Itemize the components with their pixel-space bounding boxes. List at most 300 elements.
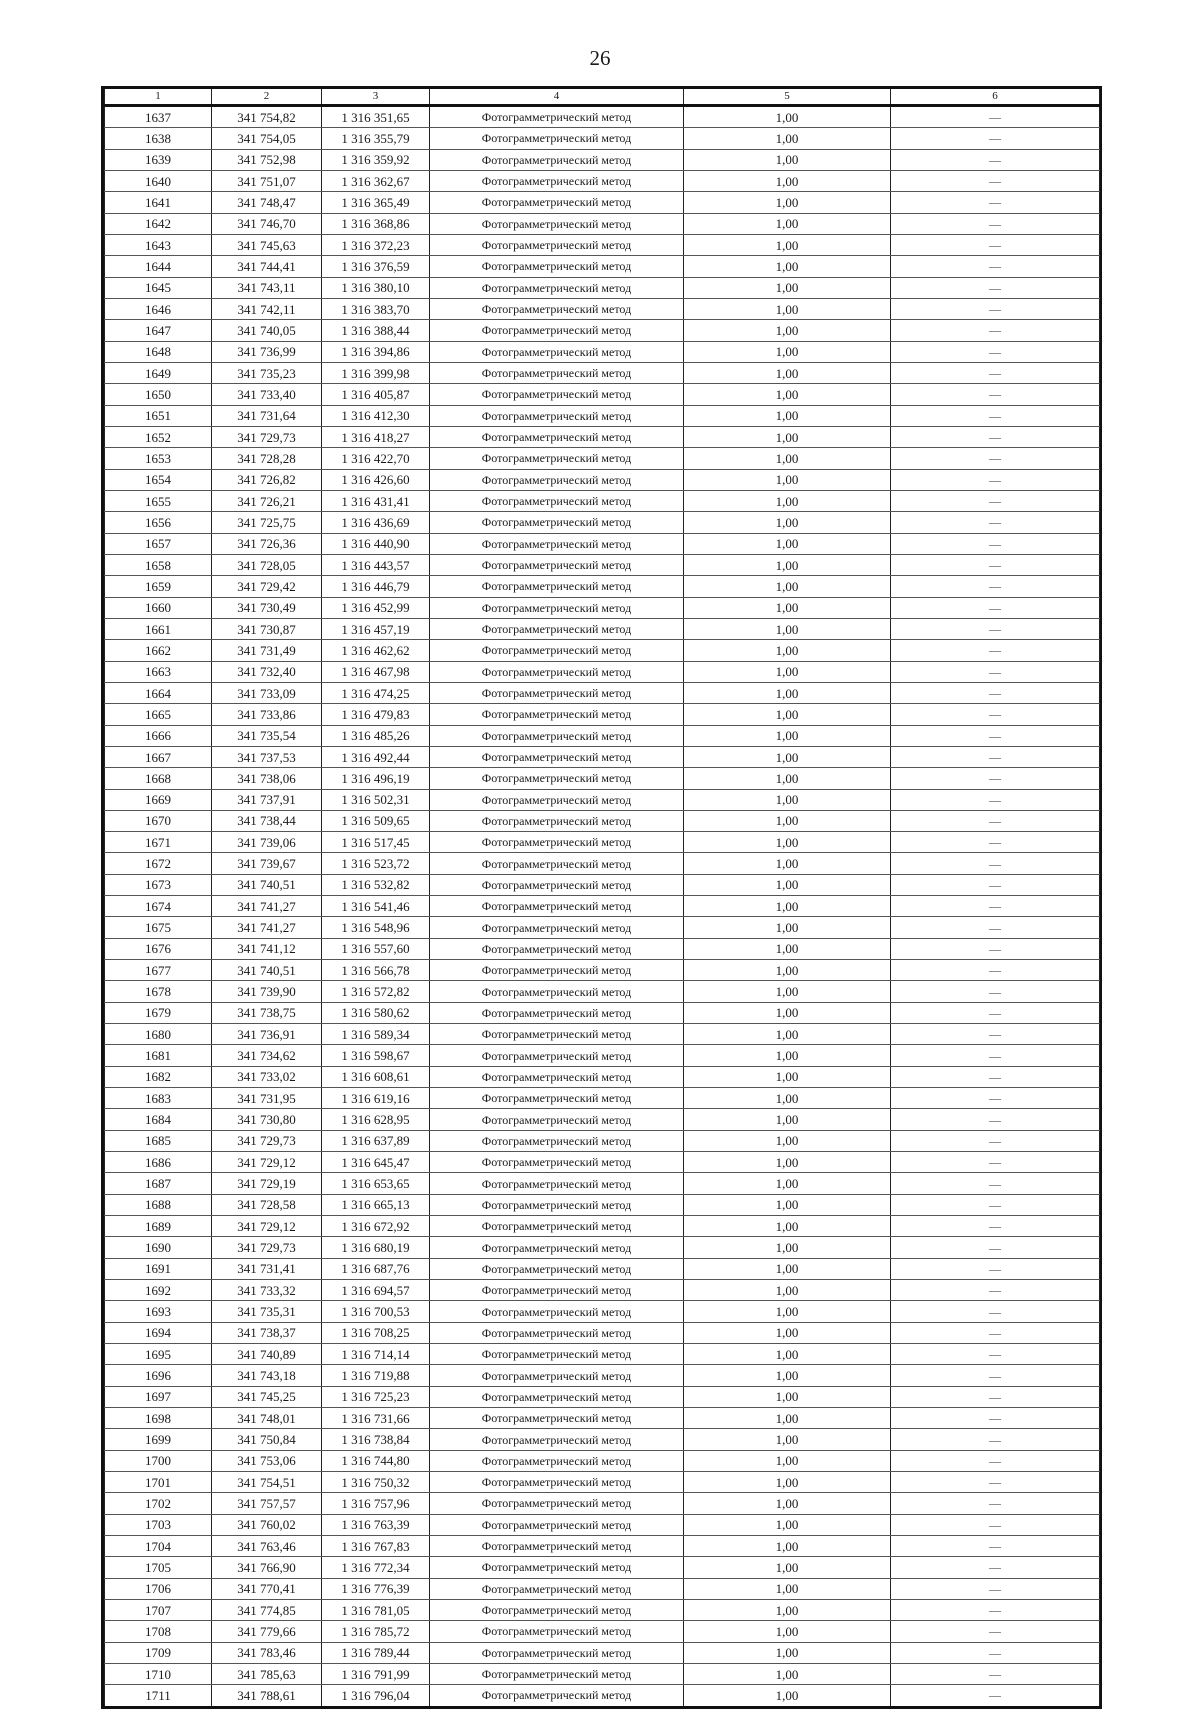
accuracy-cell: 1,00 (684, 1280, 891, 1301)
method-cell: Фотограмметрический метод (430, 234, 684, 255)
x-coordinate-cell: 341 737,53 (212, 746, 322, 767)
accuracy-cell: 1,00 (684, 405, 891, 426)
method-cell: Фотограмметрический метод (430, 170, 684, 191)
method-cell: Фотограмметрический метод (430, 810, 684, 831)
note-cell: — (891, 1258, 1100, 1279)
point-number-cell: 1696 (105, 1365, 212, 1386)
table-row (105, 704, 1100, 725)
x-coordinate-cell: 341 731,41 (212, 1258, 322, 1279)
x-coordinate-cell: 341 774,85 (212, 1599, 322, 1620)
y-coordinate-cell: 1 316 653,65 (322, 1173, 430, 1194)
note-cell: — (891, 384, 1100, 405)
accuracy-cell: 1,00 (684, 896, 891, 917)
y-coordinate-cell: 1 316 694,57 (322, 1280, 430, 1301)
column-header-1: 1 (105, 89, 212, 106)
x-coordinate-cell: 341 745,25 (212, 1386, 322, 1407)
point-number-cell: 1707 (105, 1599, 212, 1620)
method-cell: Фотограмметрический метод (430, 682, 684, 703)
table-row (105, 554, 1100, 575)
point-number-cell: 1669 (105, 789, 212, 810)
x-coordinate-cell: 341 731,64 (212, 405, 322, 426)
method-cell: Фотограмметрический метод (430, 1109, 684, 1130)
x-coordinate-cell: 341 783,46 (212, 1642, 322, 1663)
y-coordinate-cell: 1 316 474,25 (322, 682, 430, 703)
table-row (105, 384, 1100, 405)
y-coordinate-cell: 1 316 372,23 (322, 234, 430, 255)
point-number-cell: 1637 (105, 106, 212, 128)
point-number-cell: 1686 (105, 1152, 212, 1173)
point-number-cell: 1682 (105, 1066, 212, 1087)
y-coordinate-cell: 1 316 708,25 (322, 1322, 430, 1343)
column-header-6: 6 (891, 89, 1100, 106)
method-cell: Фотограмметрический метод (430, 1514, 684, 1535)
table-row (105, 1365, 1100, 1386)
y-coordinate-cell: 1 316 608,61 (322, 1066, 430, 1087)
note-cell: — (891, 1578, 1100, 1599)
y-coordinate-cell: 1 316 422,70 (322, 448, 430, 469)
point-number-cell: 1667 (105, 746, 212, 767)
point-number-cell: 1705 (105, 1557, 212, 1578)
y-coordinate-cell: 1 316 351,65 (322, 106, 430, 128)
point-number-cell: 1674 (105, 896, 212, 917)
y-coordinate-cell: 1 316 399,98 (322, 362, 430, 383)
method-cell: Фотограмметрический метод (430, 874, 684, 895)
method-cell: Фотограмметрический метод (430, 1130, 684, 1151)
table-row (105, 1194, 1100, 1215)
accuracy-cell: 1,00 (684, 128, 891, 149)
note-cell: — (891, 213, 1100, 234)
method-cell: Фотограмметрический метод (430, 490, 684, 511)
method-cell: Фотограмметрический метод (430, 1152, 684, 1173)
table-row (105, 1621, 1100, 1642)
table-row (105, 277, 1100, 298)
point-number-cell: 1641 (105, 192, 212, 213)
x-coordinate-cell: 341 729,73 (212, 1237, 322, 1258)
method-cell: Фотограмметрический метод (430, 1045, 684, 1066)
accuracy-cell: 1,00 (684, 1408, 891, 1429)
method-cell: Фотограмметрический метод (430, 1685, 684, 1706)
note-cell: — (891, 1429, 1100, 1450)
x-coordinate-cell: 341 730,80 (212, 1109, 322, 1130)
x-coordinate-cell: 341 735,54 (212, 725, 322, 746)
note-cell: — (891, 853, 1100, 874)
point-number-cell: 1659 (105, 576, 212, 597)
point-number-cell: 1675 (105, 917, 212, 938)
accuracy-cell: 1,00 (684, 533, 891, 554)
accuracy-cell: 1,00 (684, 1024, 891, 1045)
y-coordinate-cell: 1 316 744,80 (322, 1450, 430, 1471)
x-coordinate-cell: 341 730,49 (212, 597, 322, 618)
y-coordinate-cell: 1 316 405,87 (322, 384, 430, 405)
accuracy-cell: 1,00 (684, 1088, 891, 1109)
accuracy-cell: 1,00 (684, 192, 891, 213)
accuracy-cell: 1,00 (684, 1429, 891, 1450)
accuracy-cell: 1,00 (684, 1322, 891, 1343)
x-coordinate-cell: 341 745,63 (212, 234, 322, 255)
accuracy-cell: 1,00 (684, 298, 891, 319)
point-number-cell: 1672 (105, 853, 212, 874)
accuracy-cell: 1,00 (684, 704, 891, 725)
accuracy-cell: 1,00 (684, 960, 891, 981)
y-coordinate-cell: 1 316 368,86 (322, 213, 430, 234)
x-coordinate-cell: 341 733,02 (212, 1066, 322, 1087)
note-cell: — (891, 106, 1100, 128)
method-cell: Фотограмметрический метод (430, 1280, 684, 1301)
y-coordinate-cell: 1 316 767,83 (322, 1535, 430, 1556)
method-cell: Фотограмметрический метод (430, 1493, 684, 1514)
point-number-cell: 1648 (105, 341, 212, 362)
method-cell: Фотограмметрический метод (430, 981, 684, 1002)
point-number-cell: 1708 (105, 1621, 212, 1642)
note-cell: — (891, 1024, 1100, 1045)
note-cell: — (891, 1194, 1100, 1215)
point-number-cell: 1664 (105, 682, 212, 703)
y-coordinate-cell: 1 316 796,04 (322, 1685, 430, 1706)
note-cell: — (891, 832, 1100, 853)
accuracy-cell: 1,00 (684, 682, 891, 703)
table-row (105, 1280, 1100, 1301)
note-cell: — (891, 1280, 1100, 1301)
table-row (105, 1685, 1100, 1706)
method-cell: Фотограмметрический метод (430, 149, 684, 170)
method-cell: Фотограмметрический метод (430, 1408, 684, 1429)
point-number-cell: 1704 (105, 1535, 212, 1556)
accuracy-cell: 1,00 (684, 341, 891, 362)
y-coordinate-cell: 1 316 446,79 (322, 576, 430, 597)
note-cell: — (891, 746, 1100, 767)
method-cell: Фотограмметрический метод (430, 128, 684, 149)
point-number-cell: 1666 (105, 725, 212, 746)
accuracy-cell: 1,00 (684, 1663, 891, 1684)
table-row (105, 1493, 1100, 1514)
note-cell: — (891, 1365, 1100, 1386)
x-coordinate-cell: 341 754,82 (212, 106, 322, 128)
y-coordinate-cell: 1 316 509,65 (322, 810, 430, 831)
x-coordinate-cell: 341 729,12 (212, 1216, 322, 1237)
method-cell: Фотограмметрический метод (430, 1599, 684, 1620)
table-row (105, 1663, 1100, 1684)
y-coordinate-cell: 1 316 680,19 (322, 1237, 430, 1258)
point-number-cell: 1701 (105, 1472, 212, 1493)
y-coordinate-cell: 1 316 628,95 (322, 1109, 430, 1130)
note-cell: — (891, 128, 1100, 149)
point-number-cell: 1693 (105, 1301, 212, 1322)
method-cell: Фотограмметрический метод (430, 554, 684, 575)
accuracy-cell: 1,00 (684, 277, 891, 298)
point-number-cell: 1706 (105, 1578, 212, 1599)
method-cell: Фотограмметрический метод (430, 1237, 684, 1258)
y-coordinate-cell: 1 316 750,32 (322, 1472, 430, 1493)
accuracy-cell: 1,00 (684, 1535, 891, 1556)
table-row (105, 874, 1100, 895)
method-cell: Фотограмметрический метод (430, 1621, 684, 1642)
y-coordinate-cell: 1 316 763,39 (322, 1514, 430, 1535)
table-row (105, 1429, 1100, 1450)
method-cell: Фотограмметрический метод (430, 768, 684, 789)
y-coordinate-cell: 1 316 457,19 (322, 618, 430, 639)
note-cell: — (891, 170, 1100, 191)
accuracy-cell: 1,00 (684, 597, 891, 618)
accuracy-cell: 1,00 (684, 448, 891, 469)
note-cell: — (891, 981, 1100, 1002)
accuracy-cell: 1,00 (684, 1621, 891, 1642)
table-row (105, 1472, 1100, 1493)
x-coordinate-cell: 341 726,21 (212, 490, 322, 511)
y-coordinate-cell: 1 316 725,23 (322, 1386, 430, 1407)
accuracy-cell: 1,00 (684, 1493, 891, 1514)
y-coordinate-cell: 1 316 557,60 (322, 938, 430, 959)
x-coordinate-cell: 341 740,51 (212, 874, 322, 895)
point-number-cell: 1640 (105, 170, 212, 191)
x-coordinate-cell: 341 741,12 (212, 938, 322, 959)
table-row (105, 768, 1100, 789)
y-coordinate-cell: 1 316 523,72 (322, 853, 430, 874)
note-cell: — (891, 725, 1100, 746)
method-cell: Фотограмметрический метод (430, 960, 684, 981)
x-coordinate-cell: 341 737,91 (212, 789, 322, 810)
accuracy-cell: 1,00 (684, 853, 891, 874)
x-coordinate-cell: 341 748,01 (212, 1408, 322, 1429)
table-row (105, 1408, 1100, 1429)
y-coordinate-cell: 1 316 443,57 (322, 554, 430, 575)
method-cell: Фотограмметрический метод (430, 1344, 684, 1365)
table-row (105, 1301, 1100, 1322)
accuracy-cell: 1,00 (684, 768, 891, 789)
y-coordinate-cell: 1 316 757,96 (322, 1493, 430, 1514)
note-cell: — (891, 362, 1100, 383)
table-row (105, 1152, 1100, 1173)
method-cell: Фотограмметрический метод (430, 512, 684, 533)
method-cell: Фотограмметрический метод (430, 1557, 684, 1578)
x-coordinate-cell: 341 726,36 (212, 533, 322, 554)
column-header-5: 5 (684, 89, 891, 106)
table-row (105, 1344, 1100, 1365)
point-number-cell: 1650 (105, 384, 212, 405)
method-cell: Фотограмметрический метод (430, 192, 684, 213)
accuracy-cell: 1,00 (684, 832, 891, 853)
table-body (105, 106, 1100, 1706)
page-number: 26 (589, 46, 611, 70)
note-cell: — (891, 490, 1100, 511)
note-cell: — (891, 768, 1100, 789)
method-cell: Фотограмметрический метод (430, 320, 684, 341)
y-coordinate-cell: 1 316 462,62 (322, 640, 430, 661)
table-row (105, 1450, 1100, 1471)
point-number-cell: 1687 (105, 1173, 212, 1194)
table-row (105, 106, 1100, 128)
x-coordinate-cell: 341 753,06 (212, 1450, 322, 1471)
note-cell: — (891, 1557, 1100, 1578)
note-cell: — (891, 896, 1100, 917)
method-cell: Фотограмметрический метод (430, 597, 684, 618)
accuracy-cell: 1,00 (684, 1258, 891, 1279)
note-cell: — (891, 938, 1100, 959)
accuracy-cell: 1,00 (684, 469, 891, 490)
note-cell: — (891, 1130, 1100, 1151)
note-cell: — (891, 661, 1100, 682)
x-coordinate-cell: 341 743,11 (212, 277, 322, 298)
x-coordinate-cell: 341 739,67 (212, 853, 322, 874)
point-number-cell: 1655 (105, 490, 212, 511)
x-coordinate-cell: 341 738,37 (212, 1322, 322, 1343)
note-cell: — (891, 341, 1100, 362)
method-cell: Фотограмметрический метод (430, 298, 684, 319)
coordinates-table (104, 89, 1100, 1706)
table-row (105, 1130, 1100, 1151)
note-cell: — (891, 469, 1100, 490)
x-coordinate-cell: 341 738,06 (212, 768, 322, 789)
x-coordinate-cell: 341 785,63 (212, 1663, 322, 1684)
method-cell: Фотограмметрический метод (430, 1386, 684, 1407)
accuracy-cell: 1,00 (684, 874, 891, 895)
accuracy-cell: 1,00 (684, 661, 891, 682)
table-row (105, 341, 1100, 362)
coordinates-table-frame (101, 86, 1102, 1709)
x-coordinate-cell: 341 779,66 (212, 1621, 322, 1642)
note-cell: — (891, 597, 1100, 618)
x-coordinate-cell: 341 744,41 (212, 256, 322, 277)
method-cell: Фотограмметрический метод (430, 1450, 684, 1471)
method-cell: Фотограмметрический метод (430, 1365, 684, 1386)
accuracy-cell: 1,00 (684, 1557, 891, 1578)
method-cell: Фотограмметрический метод (430, 1578, 684, 1599)
x-coordinate-cell: 341 725,75 (212, 512, 322, 533)
accuracy-cell: 1,00 (684, 1450, 891, 1471)
accuracy-cell: 1,00 (684, 1130, 891, 1151)
accuracy-cell: 1,00 (684, 1642, 891, 1663)
x-coordinate-cell: 341 746,70 (212, 213, 322, 234)
table-row (105, 1045, 1100, 1066)
table-row (105, 640, 1100, 661)
table-row (105, 1322, 1100, 1343)
accuracy-cell: 1,00 (684, 1386, 891, 1407)
method-cell: Фотограмметрический метод (430, 725, 684, 746)
table-row (105, 490, 1100, 511)
y-coordinate-cell: 1 316 714,14 (322, 1344, 430, 1365)
method-cell: Фотограмметрический метод (430, 341, 684, 362)
method-cell: Фотограмметрический метод (430, 1173, 684, 1194)
table-row (105, 682, 1100, 703)
table-row (105, 1578, 1100, 1599)
y-coordinate-cell: 1 316 672,92 (322, 1216, 430, 1237)
point-number-cell: 1679 (105, 1002, 212, 1023)
x-coordinate-cell: 341 763,46 (212, 1535, 322, 1556)
accuracy-cell: 1,00 (684, 426, 891, 447)
table-row (105, 746, 1100, 767)
note-cell: — (891, 1599, 1100, 1620)
note-cell: — (891, 320, 1100, 341)
y-coordinate-cell: 1 316 485,26 (322, 725, 430, 746)
table-row (105, 1557, 1100, 1578)
table-row (105, 1237, 1100, 1258)
y-coordinate-cell: 1 316 418,27 (322, 426, 430, 447)
note-cell: — (891, 1173, 1100, 1194)
point-number-cell: 1681 (105, 1045, 212, 1066)
point-number-cell: 1642 (105, 213, 212, 234)
method-cell: Фотограмметрический метод (430, 896, 684, 917)
note-cell: — (891, 1002, 1100, 1023)
y-coordinate-cell: 1 316 598,67 (322, 1045, 430, 1066)
accuracy-cell: 1,00 (684, 1066, 891, 1087)
x-coordinate-cell: 341 760,02 (212, 1514, 322, 1535)
table-row (105, 426, 1100, 447)
method-cell: Фотограмметрический метод (430, 1194, 684, 1215)
accuracy-cell: 1,00 (684, 1002, 891, 1023)
table-row (105, 618, 1100, 639)
note-cell: — (891, 1663, 1100, 1684)
x-coordinate-cell: 341 757,57 (212, 1493, 322, 1514)
x-coordinate-cell: 341 728,05 (212, 554, 322, 575)
method-cell: Фотограмметрический метод (430, 1002, 684, 1023)
accuracy-cell: 1,00 (684, 1194, 891, 1215)
point-number-cell: 1709 (105, 1642, 212, 1663)
table-row (105, 832, 1100, 853)
y-coordinate-cell: 1 316 426,60 (322, 469, 430, 490)
y-coordinate-cell: 1 316 776,39 (322, 1578, 430, 1599)
method-cell: Фотограмметрический метод (430, 1322, 684, 1343)
y-coordinate-cell: 1 316 365,49 (322, 192, 430, 213)
note-cell: — (891, 234, 1100, 255)
point-number-cell: 1694 (105, 1322, 212, 1343)
accuracy-cell: 1,00 (684, 618, 891, 639)
method-cell: Фотограмметрический метод (430, 1301, 684, 1322)
method-cell: Фотограмметрический метод (430, 853, 684, 874)
accuracy-cell: 1,00 (684, 1152, 891, 1173)
point-number-cell: 1702 (105, 1493, 212, 1514)
y-coordinate-cell: 1 316 502,31 (322, 789, 430, 810)
accuracy-cell: 1,00 (684, 938, 891, 959)
note-cell: — (891, 1237, 1100, 1258)
table-row (105, 725, 1100, 746)
y-coordinate-cell: 1 316 738,84 (322, 1429, 430, 1450)
method-cell: Фотограмметрический метод (430, 1429, 684, 1450)
point-number-cell: 1662 (105, 640, 212, 661)
table-row (105, 469, 1100, 490)
x-coordinate-cell: 341 731,95 (212, 1088, 322, 1109)
method-cell: Фотограмметрический метод (430, 533, 684, 554)
note-cell: — (891, 192, 1100, 213)
note-cell: — (891, 1066, 1100, 1087)
table-row (105, 405, 1100, 426)
y-coordinate-cell: 1 316 789,44 (322, 1642, 430, 1663)
method-cell: Фотограмметрический метод (430, 1258, 684, 1279)
table-row (105, 192, 1100, 213)
point-number-cell: 1710 (105, 1663, 212, 1684)
point-number-cell: 1647 (105, 320, 212, 341)
note-cell: — (891, 298, 1100, 319)
x-coordinate-cell: 341 739,90 (212, 981, 322, 1002)
note-cell: — (891, 1109, 1100, 1130)
point-number-cell: 1660 (105, 597, 212, 618)
table-row (105, 1386, 1100, 1407)
note-cell: — (891, 1450, 1100, 1471)
table-row (105, 1088, 1100, 1109)
point-number-cell: 1661 (105, 618, 212, 639)
note-cell: — (891, 1642, 1100, 1663)
y-coordinate-cell: 1 316 541,46 (322, 896, 430, 917)
y-coordinate-cell: 1 316 548,96 (322, 917, 430, 938)
table-row (105, 512, 1100, 533)
point-number-cell: 1651 (105, 405, 212, 426)
note-cell: — (891, 405, 1100, 426)
x-coordinate-cell: 341 732,40 (212, 661, 322, 682)
note-cell: — (891, 960, 1100, 981)
point-number-cell: 1698 (105, 1408, 212, 1429)
table-row (105, 597, 1100, 618)
x-coordinate-cell: 341 741,27 (212, 917, 322, 938)
x-coordinate-cell: 341 735,31 (212, 1301, 322, 1322)
note-cell: — (891, 1088, 1100, 1109)
